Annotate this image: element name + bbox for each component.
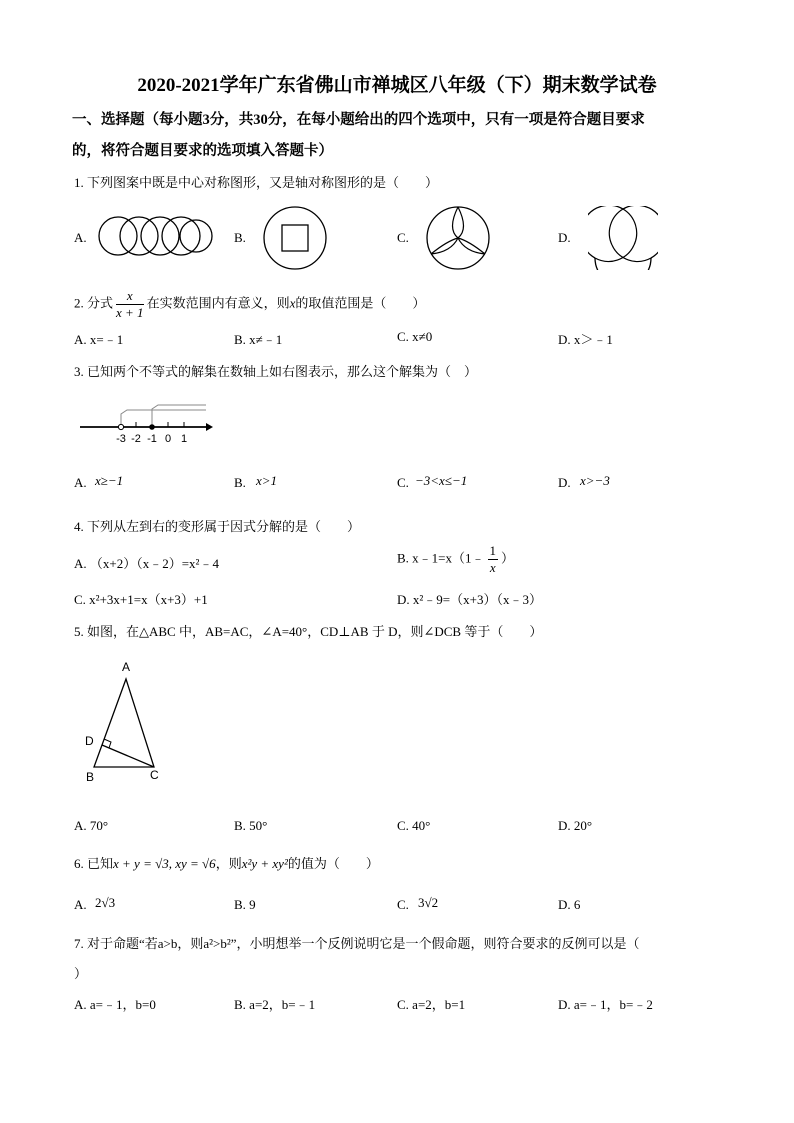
q2-option-d: D. x＞﹣1 (558, 332, 613, 347)
q2-fraction-numerator: x (116, 288, 144, 305)
question-7-stem-line2: ） (74, 966, 88, 981)
q4-b-pre: B. x﹣1=x（1﹣ (397, 550, 485, 566)
q6-option-c-label: C. (397, 897, 409, 912)
q3-option-c: −3<x≤−1 (415, 473, 468, 488)
q6-equation: x + y = √3, xy = √6 (113, 856, 216, 871)
q4-option-d: D. x²﹣9=（x+3）（x﹣3） (397, 592, 542, 607)
q5-option-c: C. 40° (397, 818, 431, 833)
q3-number-line (78, 400, 213, 446)
axis-label-neg2: -2 (131, 433, 141, 445)
q1-option-a-label: A. (74, 230, 87, 245)
q4-option-c: C. x²+3x+1=x（x+3）+1 (74, 592, 208, 607)
q5-option-b: B. 50° (234, 818, 268, 833)
point-B-label: B (86, 770, 95, 784)
q4-b-numerator: 1 (489, 543, 497, 558)
q2-option-a: A. x=﹣1 (74, 332, 124, 347)
section-heading-line2: 的，将符合题目要求的选项填入答题卡） (72, 143, 333, 159)
point-A-label: A (122, 660, 131, 674)
q1-option-c-label: C. (397, 230, 409, 245)
q3-option-a-label: A. (74, 475, 87, 490)
q3-option-b-label: B. (234, 475, 246, 490)
q6-pre: 6. 已知 (74, 856, 114, 871)
q3-option-d: x>−3 (580, 473, 610, 488)
q2-option-b: B. x≠﹣1 (234, 332, 283, 347)
q6-option-a-label: A. (74, 897, 87, 912)
q2-fraction (116, 288, 144, 321)
q4-b-post: ） (501, 550, 515, 566)
q7-option-d: D. a=﹣1，b=﹣2 (558, 997, 653, 1012)
point-D-label: D (85, 734, 94, 748)
axis-label-neg1: -1 (147, 433, 157, 445)
q6-post: 的值为（ ） (287, 856, 379, 871)
q5-triangle-figure (78, 655, 178, 785)
question-6-stem (74, 853, 379, 872)
axis-label-neg3: -3 (116, 433, 126, 445)
q6-option-b: B. 9 (234, 897, 256, 912)
q7-option-a: A. a=﹣1，b=0 (74, 997, 156, 1012)
q3-option-b: x>1 (256, 473, 278, 488)
q1-figure-c-circle-arcs (425, 205, 491, 271)
q5-option-d: D. 20° (558, 818, 593, 833)
q4-option-b (397, 543, 514, 576)
q6-option-c: 3√2 (418, 895, 439, 910)
q2-mid: 在实数范围内有意义，则 (146, 295, 290, 311)
question-3-stem: 3. 已知两个不等式的解集在数轴上如右图表示，那么这个解集为（ ） (74, 364, 478, 379)
q1-option-b-label: B. (234, 230, 246, 245)
question-4-stem: 4. 下列从左到右的变形属于因式分解的是（ ） (74, 519, 361, 534)
q2-suffix: 的取值范围是（ ） (295, 295, 426, 311)
page-title: 2020-2021学年广东省佛山市禅城区八年级（下）期末数学试卷 (137, 75, 657, 96)
q3-option-d-label: D. (558, 475, 571, 490)
q6-mid: ，则 (215, 856, 242, 871)
question-1-stem: 1. 下列图案中既是中心对称图形，又是轴对称图形的是（ ） (74, 175, 439, 190)
q6-expression: x²y + xy² (241, 856, 288, 871)
q4-b-denominator: x (489, 560, 496, 575)
q3-option-a: x≥−1 (95, 473, 124, 488)
q6-option-d: D. 6 (558, 897, 581, 912)
question-2-stem (74, 288, 425, 321)
q1-figure-a-five-rings (96, 210, 216, 262)
q1-figure-d-triquetra (588, 206, 658, 270)
q7-option-c: C. a=2，b=1 (397, 997, 466, 1012)
question-7-stem-line1: 7. 对于命题“若a>b，则a²>b²”，小明想举一个反例说明它是一个假命题，则符合要求的反例可以是（ (74, 936, 640, 951)
axis-label-0: 0 (164, 433, 172, 445)
axis-label-1: 1 (180, 433, 188, 445)
q5-option-a: A. 70° (74, 818, 109, 833)
q2-option-c: C. x≠0 (397, 329, 433, 344)
q2-fraction-denominator: x + 1 (116, 305, 144, 320)
q6-option-a: 2√3 (95, 895, 116, 910)
section-heading-line1: 一、选择题（每小题3分，共30分，在每小题给出的四个选项中，只有一项是符合题目要求 (72, 112, 645, 128)
q4-option-a: A. （x+2）（x﹣2）=x²﹣4 (74, 556, 219, 571)
question-5-stem: 5. 如图，在△ABC 中，AB=AC，∠A=40°，CD⊥AB 于 D，则∠DCB 等于（ ） (74, 624, 543, 639)
q2-var: x (289, 295, 296, 311)
q2-prefix: 2. 分式 (74, 295, 114, 311)
q4-b-fraction (488, 543, 499, 576)
q1-option-d-label: D. (558, 230, 571, 245)
q3-option-c-label: C. (397, 475, 409, 490)
point-C-label: C (150, 768, 159, 782)
q7-option-b: B. a=2，b=﹣1 (234, 997, 316, 1012)
q1-figure-b-coin (262, 205, 328, 271)
